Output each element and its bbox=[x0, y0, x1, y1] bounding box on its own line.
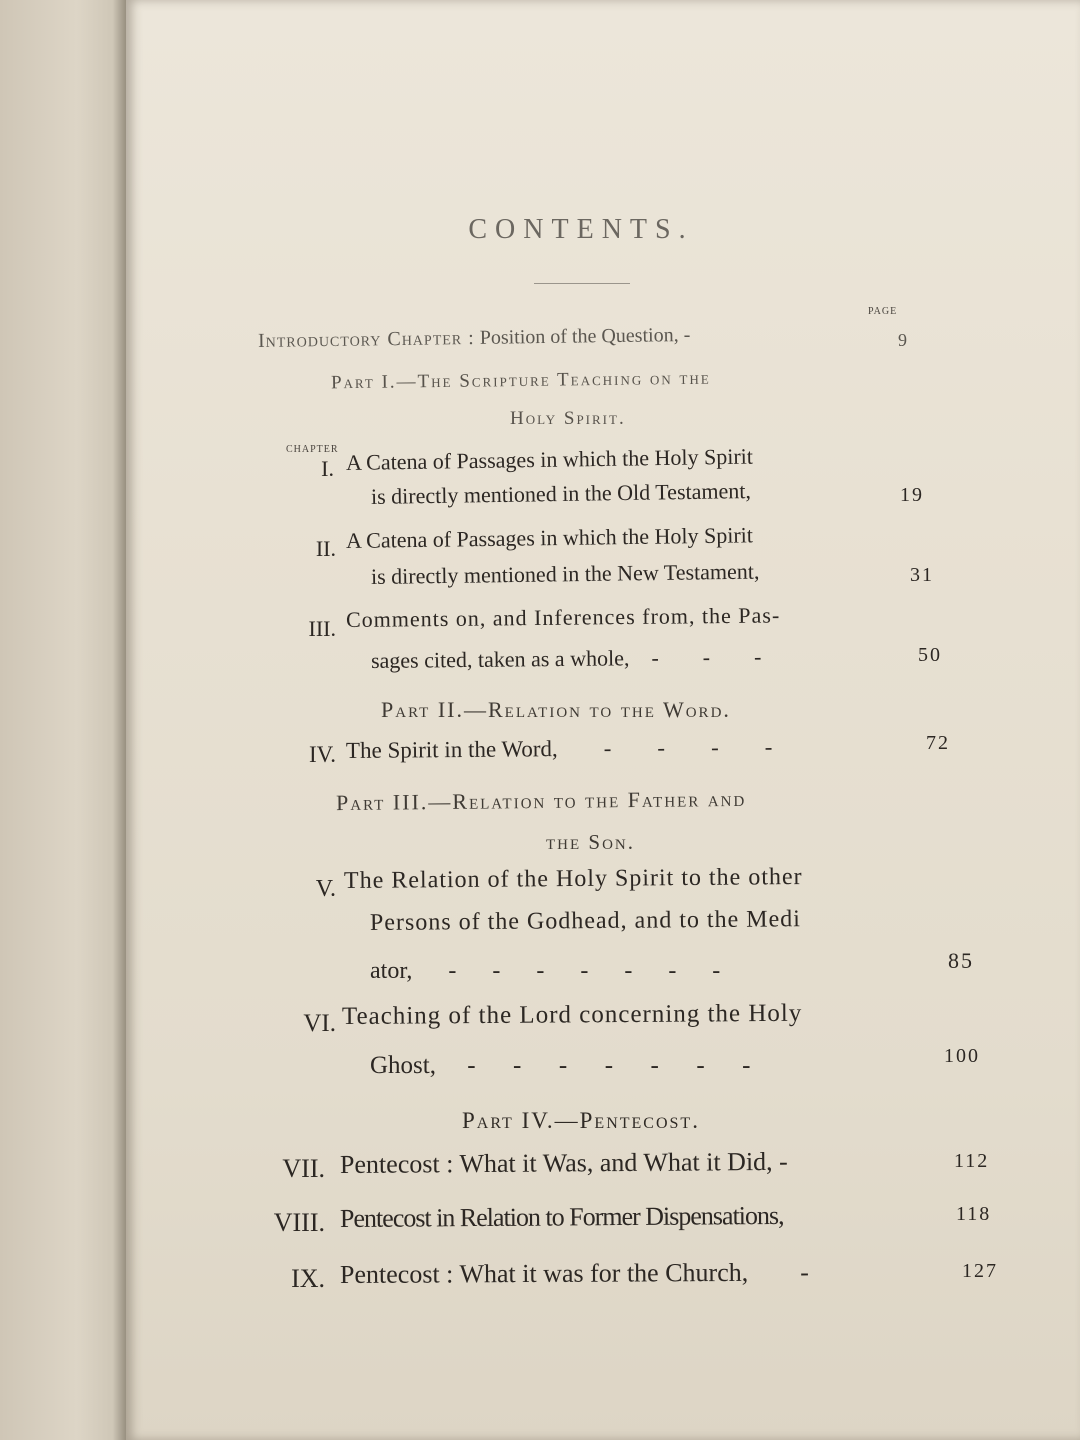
intro-entry bbox=[258, 324, 691, 353]
intro-page-number: 9 bbox=[898, 330, 907, 350]
chapter-title-line: is directly mentioned in the New Testament, bbox=[370, 558, 760, 589]
part-heading: Part I.—The Scripture Teaching on the bbox=[330, 367, 711, 394]
chapter-column-label: CHAPTER bbox=[286, 444, 339, 455]
chapter-number: IX. bbox=[291, 1264, 325, 1293]
chapter-number: VIII. bbox=[273, 1208, 325, 1237]
chapter-page-number: 31 bbox=[910, 564, 934, 586]
chapter-page-number: 85 bbox=[948, 948, 974, 973]
chapter-number: VII. bbox=[282, 1154, 325, 1183]
intro-title: Position of the Question, bbox=[479, 324, 679, 349]
chapter-title-line: A Catena of Passages in which the Holy Spirit bbox=[345, 522, 754, 553]
part-heading-continued: Holy Spirit. bbox=[510, 408, 626, 429]
chapter-title-line: Persons of the Godhead, and to the Medi bbox=[369, 906, 802, 936]
chapter-title-line: Pentecost in Relation to Former Dispensations, bbox=[339, 1200, 784, 1233]
chapter-title-line: Pentecost : What it Was, and What it Did, - bbox=[339, 1146, 788, 1179]
intro-dots: - bbox=[683, 323, 691, 347]
chapter-title-line: A Catena of Passages in which the Holy Spirit bbox=[345, 443, 754, 475]
chapter-number: IV. bbox=[308, 742, 336, 767]
chapter-page-number: 19 bbox=[900, 484, 924, 506]
chapter-page-number: 127 bbox=[962, 1260, 998, 1282]
chapter-page-number: 100 bbox=[944, 1045, 980, 1067]
title-rule bbox=[534, 283, 630, 284]
chapter-number: VI. bbox=[303, 1010, 336, 1037]
chapter-title-line: The Relation of the Holy Spirit to the other bbox=[343, 863, 803, 894]
chapter-page-number: 112 bbox=[954, 1150, 990, 1172]
chapter-title-line: sages cited, taken as a whole, - - - bbox=[370, 643, 762, 673]
chapter-number: III. bbox=[308, 616, 336, 641]
part-heading: Part III.—Relation to the Father and bbox=[335, 785, 747, 816]
chapter-title-line: Teaching of the Lord concerning the Holy bbox=[341, 999, 803, 1030]
chapter-title-line: Pentecost : What it was for the Church, - bbox=[339, 1257, 809, 1289]
intro-label: Introductory Chapter : bbox=[257, 326, 475, 352]
part-heading: Part II.—Relation to the Word. bbox=[381, 697, 731, 722]
chapter-number: I. bbox=[321, 456, 334, 481]
part-heading-continued: the Son. bbox=[546, 830, 636, 854]
chapter-title-line: ator, - - - - - - - bbox=[370, 958, 721, 984]
page-title: CONTENTS. bbox=[468, 214, 694, 245]
chapter-title-line: The Spirit in the Word, - - - - bbox=[345, 734, 773, 763]
part-heading: Part IV.—Pentecost. bbox=[462, 1108, 700, 1133]
chapter-page-number: 118 bbox=[956, 1203, 992, 1225]
chapter-number: V. bbox=[315, 876, 336, 902]
contents-page bbox=[126, 0, 1080, 1440]
page-column-label: PAGE bbox=[868, 306, 898, 317]
chapter-title-line: Ghost, - - - - - - - bbox=[370, 1052, 751, 1079]
chapter-title-line: Comments on, and Inferences from, the Pas- bbox=[345, 602, 781, 632]
chapter-number: II. bbox=[315, 536, 336, 561]
facing-page-edge bbox=[0, 0, 128, 1440]
chapter-title-line: is directly mentioned in the Old Testament, bbox=[370, 478, 752, 509]
chapter-page-number: 50 bbox=[918, 644, 942, 666]
chapter-page-number: 72 bbox=[926, 732, 950, 754]
